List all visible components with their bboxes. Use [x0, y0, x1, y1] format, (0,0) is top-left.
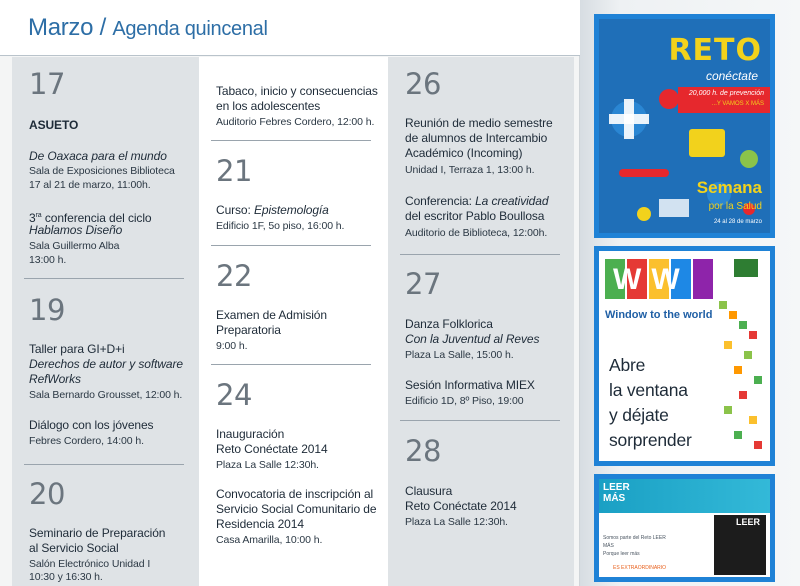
event-title-prefix: 3 [29, 211, 36, 225]
event-title-sup: ra [35, 212, 42, 219]
event-title: Inauguración [216, 427, 285, 441]
event-location: Auditorio de Biblioteca, 12:00h. [405, 227, 548, 239]
event-title-italic: Hablamos Diseño [29, 223, 123, 237]
day-divider [24, 278, 184, 279]
agenda-subtitle: Agenda quincenal [112, 18, 268, 40]
reto-logo-sub: conéctate [705, 69, 758, 83]
leer-mas-banner[interactable] [594, 474, 775, 582]
event-title-prefix: Curso: [216, 203, 254, 217]
event-location: Unidad I, Terraza 1, 13:00 h. [405, 164, 535, 176]
event-title: al Servicio Social [29, 541, 119, 555]
day-divider [211, 245, 371, 246]
ww-banner-content [599, 251, 770, 461]
event-title: del escritor Pablo Boullosa [405, 209, 545, 223]
day-number: 24 [216, 378, 252, 412]
day-number: 21 [216, 154, 252, 188]
leer-banner-content [599, 479, 770, 577]
day-number: 26 [405, 67, 441, 101]
day-divider [211, 364, 371, 365]
event-location: Sala Bernardo Grousset, 12:00 h. [29, 389, 183, 401]
agenda-column-3 [388, 57, 574, 586]
event-title: Examen de Admisión [216, 308, 327, 322]
ww-line: sorprender [609, 430, 692, 450]
event-location: Plaza La Salle, 15:00 h. [405, 349, 514, 361]
ww-line: la ventana [609, 380, 688, 400]
reto-ribbon-text-2: ...Y VAMOS X MÁS [711, 101, 764, 107]
event-location: Salón Electrónico Unidad I [29, 558, 151, 570]
event-title: Convocatoria de inscripción al [216, 487, 374, 501]
event-title: Clausura [405, 484, 453, 498]
event-location: Edificio 1F, 5o piso, 16:00 h. [216, 220, 345, 232]
reto-banner-content [599, 19, 770, 233]
day-number: 19 [29, 293, 65, 327]
event-title: Reunión de medio semestre [405, 116, 553, 130]
ww-logo-letters: WW [613, 263, 690, 296]
event-location: Febres Cordero, 14:00 h. [29, 435, 144, 447]
ww-line: Abre [609, 355, 646, 375]
leer-line: Somos parte del Reto LEER [603, 535, 666, 541]
event-title: de alumnos de Intercambio [405, 131, 548, 145]
event-location: Auditorio Febres Cordero, 12:00 h. [216, 116, 375, 128]
event-title-main: conferencia del ciclo [41, 211, 152, 225]
reto-ribbon-text: 20,000 h. de prevención [688, 90, 764, 97]
event-title [216, 203, 329, 218]
event-title [405, 194, 548, 209]
event-title: Preparatoria [216, 323, 281, 337]
ww-line: y déjate [609, 405, 669, 425]
event-title: Servicio Social Comunitario de [216, 502, 377, 516]
event-title: Sesión Informativa MIEX [405, 378, 535, 392]
event-title: Reto Conéctate 2014 [405, 499, 517, 513]
event-location: Edificio 1D, 8º Piso, 19:00 [405, 395, 524, 407]
event-title-italic: Derechos de autor y software [29, 357, 183, 371]
semana-title: Semana [696, 178, 762, 197]
day-number: 28 [405, 434, 441, 468]
event-title: Danza Folklorica [405, 317, 493, 331]
semana-subtitle: por la Salud [708, 201, 762, 212]
leer-tagline: ES EXTRAORDINARIO [613, 565, 667, 571]
agenda-column-2 [199, 57, 388, 586]
event-time: 17 al 21 de marzo, 11:00h. [29, 179, 151, 191]
event-title-italic: Con la Juventud al Reves [405, 332, 540, 346]
page-title [28, 14, 268, 42]
event-time: 9:00 h. [216, 340, 248, 352]
day-number: 20 [29, 477, 65, 511]
sidebar-ads [580, 0, 800, 586]
day-divider [400, 254, 560, 255]
event-location: Casa Amarilla, 10:00 h. [216, 534, 323, 546]
event-time: 13:00 h. [29, 254, 67, 266]
event-location: Plaza La Salle 12:30h. [405, 516, 508, 528]
leer-book-title: LEER [735, 517, 760, 527]
agenda-header [0, 0, 580, 56]
reto-dates: 24 al 28 de marzo [713, 219, 762, 225]
event-title-prefix: Conferencia: [405, 194, 476, 208]
event-title: Reto Conéctate 2014 [216, 442, 328, 456]
event-time: 10:30 y 16:30 h. [29, 571, 103, 583]
event-title: Tabaco, inicio y consecuencias [216, 84, 378, 98]
day-divider [24, 464, 184, 465]
month-label: Marzo [28, 14, 94, 41]
window-to-the-world-banner[interactable] [594, 246, 775, 466]
event-title: Académico (Incoming) [405, 146, 523, 160]
agenda-column-1 [12, 57, 199, 586]
event-title: Taller para GI+D+i [29, 342, 125, 356]
day-number: 27 [405, 267, 441, 301]
event-title-italic: Epistemología [253, 203, 329, 217]
day-divider [211, 140, 371, 141]
leer-line: MÁS [603, 543, 614, 549]
event-title: Seminario de Preparación [29, 526, 166, 540]
day-number: 22 [216, 259, 252, 293]
day-number: 17 [29, 67, 65, 101]
ww-tagline: Window to the world [605, 309, 713, 321]
leer-logo-sub: MÁS [603, 493, 626, 504]
day-divider [400, 420, 560, 421]
event-title: Residencia 2014 [216, 517, 304, 531]
leer-logo: LEER [603, 482, 630, 493]
event-title: ASUETO [29, 118, 79, 132]
event-title: De Oaxaca para el mundo [29, 149, 167, 163]
event-title: Diálogo con los jóvenes [29, 418, 154, 432]
event-title: en los adolescentes [216, 99, 321, 113]
event-location: Sala Guillermo Alba [29, 240, 120, 252]
event-title-italic: La creatividad [475, 194, 549, 208]
reto-logo-word: RETO [668, 33, 762, 68]
reto-conectate-banner[interactable] [594, 14, 775, 238]
leer-line: Porque leer más [603, 551, 640, 557]
event-location: Plaza La Salle 12:30h. [216, 459, 319, 471]
event-location: Sala de Exposiciones Biblioteca [29, 165, 175, 177]
event-title-italic: RefWorks [29, 372, 81, 386]
title-separator: / [99, 14, 106, 41]
